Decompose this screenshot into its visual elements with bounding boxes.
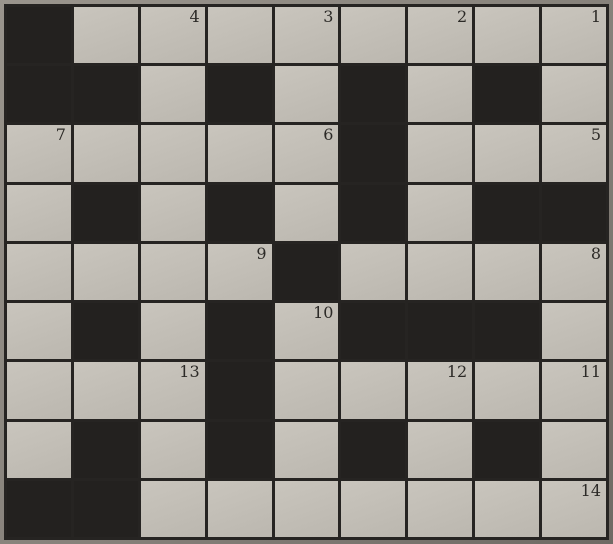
white-cell[interactable] [408,422,472,478]
white-cell[interactable] [275,7,339,63]
clue-number: 12 [446,362,468,382]
clue-number: 13 [179,362,200,382]
black-cell [341,303,405,359]
white-cell[interactable] [408,66,472,122]
white-cell[interactable] [475,244,539,300]
black-cell [475,422,539,478]
white-cell[interactable] [408,244,472,300]
white-cell[interactable] [7,422,71,478]
white-cell[interactable] [141,7,205,63]
white-cell[interactable] [141,185,205,241]
black-cell [74,422,138,478]
crossword-grid [4,4,609,540]
white-cell[interactable] [208,7,272,63]
black-cell [7,7,71,63]
white-cell[interactable] [208,244,272,300]
white-cell[interactable] [341,362,405,418]
white-cell[interactable] [141,66,205,122]
white-cell[interactable] [408,481,472,537]
white-cell[interactable] [275,125,339,181]
clue-number: 8 [590,243,601,263]
white-cell[interactable] [408,125,472,181]
black-cell [208,362,272,418]
white-cell[interactable] [408,7,472,63]
black-cell [74,481,138,537]
white-cell[interactable] [7,303,71,359]
white-cell[interactable] [141,362,205,418]
black-cell [341,422,405,478]
white-cell[interactable] [542,244,606,300]
black-cell [7,66,71,122]
white-cell[interactable] [475,7,539,63]
black-cell [341,66,405,122]
black-cell [542,185,606,241]
white-cell[interactable] [208,481,272,537]
black-cell [341,125,405,181]
white-cell[interactable] [542,422,606,478]
white-cell[interactable] [141,125,205,181]
white-cell[interactable] [7,125,71,181]
white-cell[interactable] [475,125,539,181]
white-cell[interactable] [542,125,606,181]
white-cell[interactable] [542,303,606,359]
clue-number: 3 [323,7,334,26]
white-cell[interactable] [7,185,71,241]
white-cell[interactable] [408,185,472,241]
clue-number: 11 [580,362,601,382]
white-cell[interactable] [141,303,205,359]
white-cell[interactable] [542,7,606,63]
white-cell[interactable] [341,481,405,537]
white-cell[interactable] [542,362,606,418]
black-cell [74,66,138,122]
white-cell[interactable] [275,66,339,122]
white-cell[interactable] [275,185,339,241]
black-cell [475,303,539,359]
black-cell [475,66,539,122]
white-cell[interactable] [542,66,606,122]
clue-number: 14 [580,480,601,500]
black-cell [408,303,472,359]
black-cell [7,481,71,537]
white-cell[interactable] [341,244,405,300]
white-cell[interactable] [542,481,606,537]
white-cell[interactable] [141,481,205,537]
white-cell[interactable] [275,422,339,478]
clue-number: 1 [590,7,601,26]
clue-number: 6 [323,125,334,145]
black-cell [275,244,339,300]
white-cell[interactable] [74,125,138,181]
clue-number: 5 [590,125,601,145]
white-cell[interactable] [408,362,472,418]
white-cell[interactable] [141,244,205,300]
white-cell[interactable] [208,125,272,181]
white-cell[interactable] [141,422,205,478]
clue-number: 2 [457,7,468,26]
clue-number: 4 [189,7,200,26]
black-cell [74,303,138,359]
black-cell [208,422,272,478]
black-cell [208,185,272,241]
white-cell[interactable] [275,481,339,537]
white-cell[interactable] [7,362,71,418]
black-cell [74,185,138,241]
black-cell [341,185,405,241]
black-cell [208,66,272,122]
white-cell[interactable] [7,244,71,300]
black-cell [475,185,539,241]
white-cell[interactable] [341,7,405,63]
white-cell[interactable] [275,362,339,418]
white-cell[interactable] [74,244,138,300]
white-cell[interactable] [74,362,138,418]
black-cell [208,303,272,359]
clue-number: 7 [55,125,66,145]
white-cell[interactable] [475,481,539,537]
white-cell[interactable] [74,7,138,63]
white-cell[interactable] [475,362,539,418]
clue-number: 10 [313,303,334,323]
white-cell[interactable] [275,303,339,359]
clue-number: 9 [256,243,267,263]
